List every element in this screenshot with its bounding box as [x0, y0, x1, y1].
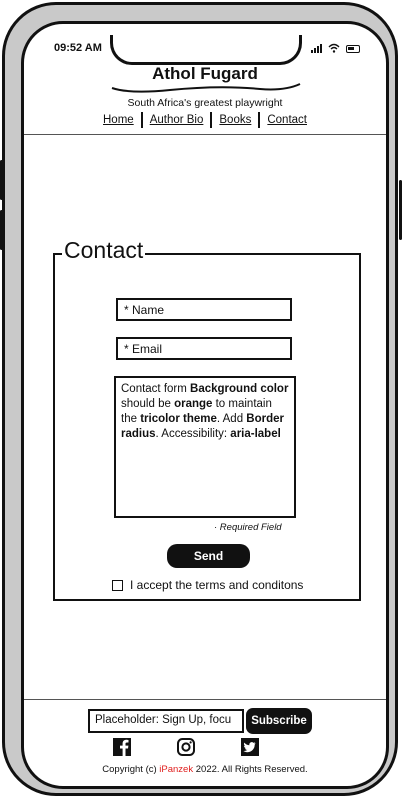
- title-underline-swoosh: [110, 82, 302, 96]
- email-field[interactable]: * Email: [116, 337, 292, 360]
- newsletter-input[interactable]: Placeholder: Sign Up, focu: [88, 709, 244, 733]
- nav-link-books[interactable]: Books: [212, 112, 260, 128]
- footer-divider: [24, 699, 386, 700]
- nav-link-home[interactable]: Home: [96, 112, 143, 128]
- battery-icon: [346, 45, 360, 53]
- header-divider: [24, 134, 386, 135]
- status-bar: [24, 38, 386, 58]
- status-time: 09:52 AM: [54, 42, 102, 54]
- nav-link-author-bio[interactable]: Author Bio: [143, 112, 213, 128]
- terms-row: [112, 578, 303, 592]
- terms-checkbox[interactable]: [112, 580, 123, 591]
- instagram-icon[interactable]: [176, 737, 196, 757]
- copyright-author-link[interactable]: iPanzek: [159, 764, 194, 775]
- name-field[interactable]: * Name: [116, 298, 292, 321]
- required-field-note: · Required Field: [214, 522, 282, 533]
- subscribe-button[interactable]: Subscribe: [246, 708, 312, 734]
- terms-label: I accept the terms and conditons: [130, 578, 304, 592]
- site-tagline: South Africa's greatest playwright: [127, 97, 283, 109]
- status-icons: [311, 43, 360, 53]
- phone-notch: [110, 35, 302, 65]
- wifi-icon: [328, 43, 340, 53]
- phone-frame: [2, 2, 398, 796]
- phone-screen: [21, 21, 389, 789]
- copyright: [24, 764, 386, 775]
- send-button[interactable]: Send: [167, 544, 250, 568]
- nav-link-contact[interactable]: Contact: [267, 114, 307, 126]
- main-nav: [24, 112, 386, 128]
- facebook-icon[interactable]: [112, 737, 132, 757]
- twitter-icon[interactable]: [240, 737, 260, 757]
- message-textarea[interactable]: Contact form Background color should be orange to maintain the tricolor theme. Add Border radius. Accessibility: aria-label: [114, 376, 296, 518]
- copyright-suffix: 2022. All Rights Reserved.: [193, 764, 308, 775]
- signal-icon: [311, 43, 322, 53]
- copyright-prefix: Copyright (c): [102, 764, 160, 775]
- contact-legend: Contact: [64, 237, 144, 263]
- site-title[interactable]: Athol Fugard: [152, 64, 258, 83]
